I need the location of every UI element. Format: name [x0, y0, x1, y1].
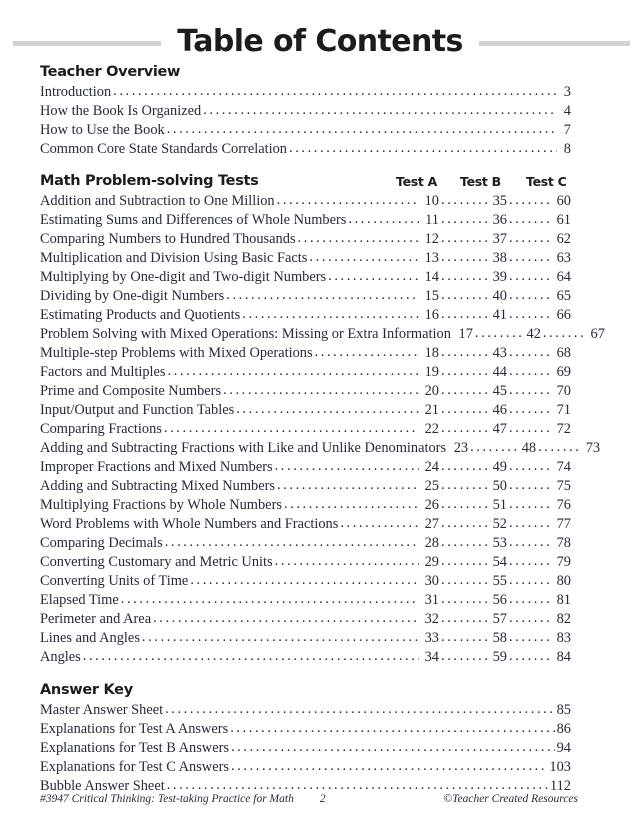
toc-entry[interactable]	[40, 591, 571, 610]
toc-page-test-a: 12	[424, 231, 439, 247]
toc-page-test-c: 84	[556, 649, 571, 665]
toc-entry-label: Lines and Angles	[40, 630, 140, 646]
dot-leader	[441, 305, 487, 324]
dot-leader	[538, 438, 580, 457]
dot-leader	[167, 120, 557, 139]
dot-leader	[509, 457, 551, 476]
dot-leader	[509, 495, 551, 514]
dot-leader	[470, 438, 516, 457]
toc-page-test-a: 10	[424, 193, 439, 209]
toc-page-test-a: 33	[424, 630, 439, 646]
footer-book-title: #3947 Critical Thinking: Test-taking Practice for Math	[40, 793, 294, 805]
dot-leader	[441, 343, 487, 362]
dot-leader	[298, 229, 419, 248]
toc-page-test-c: 72	[556, 421, 571, 437]
toc-entry-label: Word Problems with Whole Numbers and Fractions	[40, 516, 339, 532]
dot-leader	[190, 571, 419, 590]
toc-page-test-c: 74	[556, 459, 571, 475]
toc-page-test-b: 39	[492, 269, 507, 285]
dot-leader	[441, 400, 487, 419]
dot-leader	[242, 305, 419, 324]
dot-leader	[328, 267, 419, 286]
toc-page-test-b: 55	[492, 573, 507, 589]
dot-leader	[168, 362, 419, 381]
toc-page-test-c: 79	[556, 554, 571, 570]
toc-entry-label: Multiplying by One-digit and Two-digit Numbers	[40, 269, 327, 285]
toc-page-test-c: 83	[556, 630, 571, 646]
section-heading-label: Teacher Overview	[40, 64, 181, 80]
toc-entry-label: Converting Customary and Metric Units	[40, 554, 273, 570]
toc-entry-label: Explanations for Test C Answers	[40, 759, 229, 775]
toc-page-test-a: 20	[424, 383, 439, 399]
dot-leader	[509, 381, 551, 400]
toc-page-test-c: 62	[556, 231, 571, 247]
dot-leader	[203, 101, 557, 120]
dot-leader	[509, 248, 551, 267]
toc-entry-label: Bubble Answer Sheet	[40, 778, 165, 794]
dot-leader	[348, 210, 419, 229]
dot-leader	[509, 476, 551, 495]
toc-page-test-a: 25	[424, 478, 439, 494]
dot-leader	[509, 286, 551, 305]
dot-leader	[441, 609, 487, 628]
toc-entry[interactable]	[40, 230, 571, 249]
toc-page-test-a: 34	[424, 649, 439, 665]
page-title-row	[0, 24, 643, 62]
toc-page-test-a: 27	[424, 516, 439, 532]
toc-page-test-a: 29	[424, 554, 439, 570]
toc-entry[interactable]	[40, 553, 571, 572]
toc-entry-label: Comparing Decimals	[40, 535, 163, 551]
toc-entry[interactable]	[40, 420, 571, 439]
toc-entry[interactable]	[40, 344, 571, 363]
dot-leader	[164, 419, 419, 438]
toc-entry[interactable]	[40, 477, 571, 496]
toc-content	[40, 62, 605, 796]
dot-leader	[441, 191, 487, 210]
dot-leader	[230, 719, 554, 738]
toc-page-test-b: 59	[492, 649, 507, 665]
toc-page-test-b: 40	[492, 288, 507, 304]
toc-page-number: 86	[556, 721, 571, 737]
toc-page-test-c: 70	[556, 383, 571, 399]
dot-leader	[340, 514, 419, 533]
toc-entry[interactable]	[40, 140, 571, 159]
dot-leader	[315, 343, 419, 362]
dot-leader	[309, 248, 419, 267]
toc-page-test-a: 11	[425, 212, 439, 228]
footer-page-number: 2	[319, 793, 326, 805]
toc-entry-label: Adding and Subtracting Fractions with Like and Unlike Denominators	[40, 440, 447, 456]
toc-page-number: 4	[563, 103, 571, 119]
dot-leader	[441, 248, 487, 267]
toc-entry[interactable]	[40, 629, 571, 648]
dot-leader	[441, 381, 487, 400]
toc-entry[interactable]	[40, 268, 571, 287]
toc-page-test-b: 43	[492, 345, 507, 361]
toc-entry-label: Estimating Products and Quotients	[40, 307, 241, 323]
toc-entry[interactable]	[40, 439, 601, 458]
toc-page-test-b: 57	[492, 611, 507, 627]
dot-leader	[475, 324, 521, 343]
toc-page-test-a: 24	[424, 459, 439, 475]
toc-entry-label: Prime and Composite Numbers	[40, 383, 222, 399]
dot-leader	[441, 514, 487, 533]
dot-leader	[441, 267, 487, 286]
toc-entry[interactable]	[40, 610, 571, 629]
dot-leader	[441, 552, 487, 571]
toc-entry-label: Explanations for Test B Answers	[40, 740, 229, 756]
toc-page-test-b: 46	[492, 402, 507, 418]
toc-page-test-a: 21	[424, 402, 439, 418]
dot-leader	[226, 286, 419, 305]
dot-leader	[509, 191, 551, 210]
dot-leader	[509, 210, 551, 229]
toc-entry[interactable]	[40, 739, 571, 758]
column-headers	[396, 171, 571, 192]
toc-page-test-b: 47	[492, 421, 507, 437]
toc-page-test-a: 31	[424, 592, 439, 608]
dot-leader	[275, 457, 419, 476]
toc-entry[interactable]	[40, 515, 571, 534]
toc-entry-label: Adding and Subtracting Mixed Numbers	[40, 478, 276, 494]
toc-entry[interactable]	[40, 496, 571, 515]
dot-leader	[441, 476, 487, 495]
dot-leader	[231, 757, 547, 776]
toc-page-test-b: 58	[492, 630, 507, 646]
section-heading-label: Math Problem-solving Tests	[40, 173, 259, 189]
toc-entry[interactable]	[40, 458, 571, 477]
dot-leader	[509, 552, 551, 571]
dot-leader	[165, 700, 555, 719]
toc-page-test-c: 81	[556, 592, 571, 608]
toc-page-test-b: 50	[492, 478, 507, 494]
toc-entry[interactable]	[40, 758, 571, 777]
dot-leader	[509, 305, 551, 324]
toc-page-test-a: 28	[424, 535, 439, 551]
dot-leader	[509, 229, 551, 248]
toc-page-test-a: 23	[453, 440, 469, 456]
toc-entry-label: Perimeter and Area	[40, 611, 152, 627]
toc-page-test-c: 66	[556, 307, 571, 323]
dot-leader	[153, 609, 419, 628]
dot-leader	[509, 362, 551, 381]
toc-page-number: 7	[563, 122, 571, 138]
toc-entry[interactable]	[40, 648, 571, 667]
toc-entry-label: Converting Units of Time	[40, 573, 189, 589]
dot-leader	[441, 229, 487, 248]
dot-leader	[509, 533, 551, 552]
toc-entry-label: Master Answer Sheet	[40, 702, 164, 718]
section-heading	[40, 171, 571, 192]
dot-leader	[441, 286, 487, 305]
toc-page-test-a: 22	[424, 421, 439, 437]
toc-page-test-c: 80	[556, 573, 571, 589]
dot-leader	[509, 647, 551, 666]
toc-entry-label: Input/Output and Function Tables	[40, 402, 235, 418]
toc-page-test-a: 13	[424, 250, 439, 266]
toc-entry[interactable]	[40, 121, 571, 140]
column-header-test-c: Test C	[526, 174, 567, 189]
toc-entry[interactable]	[40, 534, 571, 553]
toc-page-test-c: 64	[556, 269, 571, 285]
toc-page-test-b: 41	[492, 307, 507, 323]
dot-leader	[509, 571, 551, 590]
toc-page-test-c: 76	[556, 497, 571, 513]
toc-entry[interactable]	[40, 382, 571, 401]
dot-leader	[275, 552, 419, 571]
dot-leader	[441, 419, 487, 438]
toc-entry-label: Multiple-step Problems with Mixed Operations	[40, 345, 313, 361]
dot-leader	[509, 590, 551, 609]
dot-leader	[441, 590, 487, 609]
toc-page-test-a: 32	[424, 611, 439, 627]
toc-page-test-c: 82	[556, 611, 571, 627]
dot-leader	[509, 267, 551, 286]
dot-leader	[277, 476, 419, 495]
toc-page-test-a: 26	[424, 497, 439, 513]
dot-leader	[223, 381, 419, 400]
toc-page-test-c: 63	[556, 250, 571, 266]
toc-page-number: 94	[556, 740, 571, 756]
dot-leader	[441, 571, 487, 590]
toc-page-test-b: 51	[492, 497, 507, 513]
toc-entry-label: Comparing Numbers to Hundred Thousands	[40, 231, 296, 247]
toc-entry[interactable]	[40, 701, 571, 720]
dot-leader	[441, 495, 487, 514]
toc-page-test-b: 35	[492, 193, 507, 209]
dot-leader	[113, 82, 557, 101]
toc-entry-label: Comparing Fractions	[40, 421, 162, 437]
toc-page-test-c: 60	[556, 193, 571, 209]
toc-entry-label: How the Book Is Organized	[40, 103, 202, 119]
dot-leader	[441, 362, 487, 381]
toc-page-test-a: 14	[424, 269, 439, 285]
toc-page-test-c: 77	[556, 516, 571, 532]
dot-leader	[284, 495, 419, 514]
toc-entry-label: Elapsed Time	[40, 592, 119, 608]
toc-entry[interactable]	[40, 287, 571, 306]
toc-page-test-b: 49	[492, 459, 507, 475]
toc-entry[interactable]	[40, 249, 571, 268]
toc-page-test-c: 61	[556, 212, 571, 228]
toc-entry[interactable]	[40, 83, 571, 102]
toc-entry[interactable]	[40, 572, 571, 591]
toc-page-test-b: 52	[492, 516, 507, 532]
toc-page-test-c: 69	[556, 364, 571, 380]
dot-leader	[289, 139, 557, 158]
dot-leader	[231, 738, 555, 757]
toc-page-test-a: 18	[424, 345, 439, 361]
toc-entry-label: Common Core State Standards Correlation	[40, 141, 288, 157]
toc-page-test-a: 17	[458, 326, 473, 342]
section-heading	[40, 62, 571, 83]
toc-page-test-a: 30	[424, 573, 439, 589]
toc-entry[interactable]	[40, 720, 571, 739]
toc-page-test-b: 37	[492, 231, 507, 247]
toc-page-test-b: 45	[492, 383, 507, 399]
toc-page-number: 3	[563, 84, 571, 100]
toc-entry[interactable]	[40, 325, 605, 344]
toc-entry-label: Addition and Subtraction to One Million	[40, 193, 275, 209]
toc-page-test-c: 78	[556, 535, 571, 551]
toc-entry-label: Multiplying Fractions by Whole Numbers	[40, 497, 282, 513]
toc-entry[interactable]	[40, 363, 571, 382]
toc-entry-label: Problem Solving with Mixed Operations: Missing or Extra Information	[40, 326, 451, 342]
toc-page-test-a: 16	[424, 307, 439, 323]
toc-page-test-b: 48	[521, 440, 537, 456]
toc-entry-label: Factors and Multiples	[40, 364, 166, 380]
dot-leader	[441, 210, 487, 229]
dot-leader	[236, 400, 419, 419]
toc-entry-label: How to Use the Book	[40, 122, 165, 138]
dot-leader	[441, 628, 487, 647]
dot-leader	[441, 533, 487, 552]
section-heading	[40, 680, 571, 701]
toc-page-test-a: 15	[424, 288, 439, 304]
footer-publisher: ©Teacher Created Resources	[443, 793, 578, 805]
toc-page-test-b: 44	[492, 364, 507, 380]
toc-entry[interactable]	[40, 401, 571, 420]
page-title: Table of Contents	[177, 23, 463, 59]
toc-entry-label: Introduction	[40, 84, 112, 100]
toc-page-number: 103	[549, 759, 571, 775]
toc-page-test-c: 71	[556, 402, 571, 418]
dot-leader	[277, 191, 419, 210]
toc-page-number: 8	[563, 141, 571, 157]
column-header-test-b: Test B	[460, 174, 501, 189]
dot-leader	[509, 628, 551, 647]
toc-entry-label: Dividing by One-digit Numbers	[40, 288, 225, 304]
toc-page-test-b: 54	[492, 554, 507, 570]
toc-entry-label: Explanations for Test A Answers	[40, 721, 229, 737]
toc-page-test-b: 38	[492, 250, 507, 266]
column-header-test-a: Test A	[396, 174, 437, 189]
toc-page-test-b: 56	[492, 592, 507, 608]
dot-leader	[509, 609, 551, 628]
section-heading-label: Answer Key	[40, 682, 133, 698]
toc-page-number: 85	[556, 702, 571, 718]
dot-leader	[509, 400, 551, 419]
toc-entry[interactable]	[40, 192, 571, 211]
page-footer	[40, 793, 578, 805]
dot-leader	[121, 590, 419, 609]
dot-leader	[441, 457, 487, 476]
toc-page-test-c: 68	[556, 345, 571, 361]
toc-entry[interactable]	[40, 102, 571, 121]
toc-entry-label: Improper Fractions and Mixed Numbers	[40, 459, 273, 475]
title-rule-right	[479, 41, 630, 46]
toc-entry-label: Multiplication and Division Using Basic Facts	[40, 250, 308, 266]
dot-leader	[543, 324, 585, 343]
toc-page-test-c: 67	[590, 326, 605, 342]
dot-leader	[441, 647, 487, 666]
dot-leader	[509, 514, 551, 533]
toc-page-test-c: 73	[585, 440, 601, 456]
toc-entry[interactable]	[40, 306, 571, 325]
dot-leader	[142, 628, 419, 647]
toc-entry-label: Estimating Sums and Differences of Whole Numbers	[40, 212, 347, 228]
toc-page-test-b: 36	[492, 212, 507, 228]
dot-leader	[509, 419, 551, 438]
toc-page-number: 112	[549, 778, 571, 794]
dot-leader	[509, 343, 551, 362]
dot-leader	[83, 647, 419, 666]
toc-page-test-a: 19	[424, 364, 439, 380]
toc-page-test-b: 53	[492, 535, 507, 551]
toc-page-test-c: 65	[556, 288, 571, 304]
title-rule-left	[13, 41, 161, 46]
toc-page-test-c: 75	[556, 478, 571, 494]
toc-page-test-b: 42	[526, 326, 541, 342]
dot-leader	[165, 533, 419, 552]
toc-entry-label: Angles	[40, 649, 81, 665]
toc-entry[interactable]	[40, 211, 571, 230]
